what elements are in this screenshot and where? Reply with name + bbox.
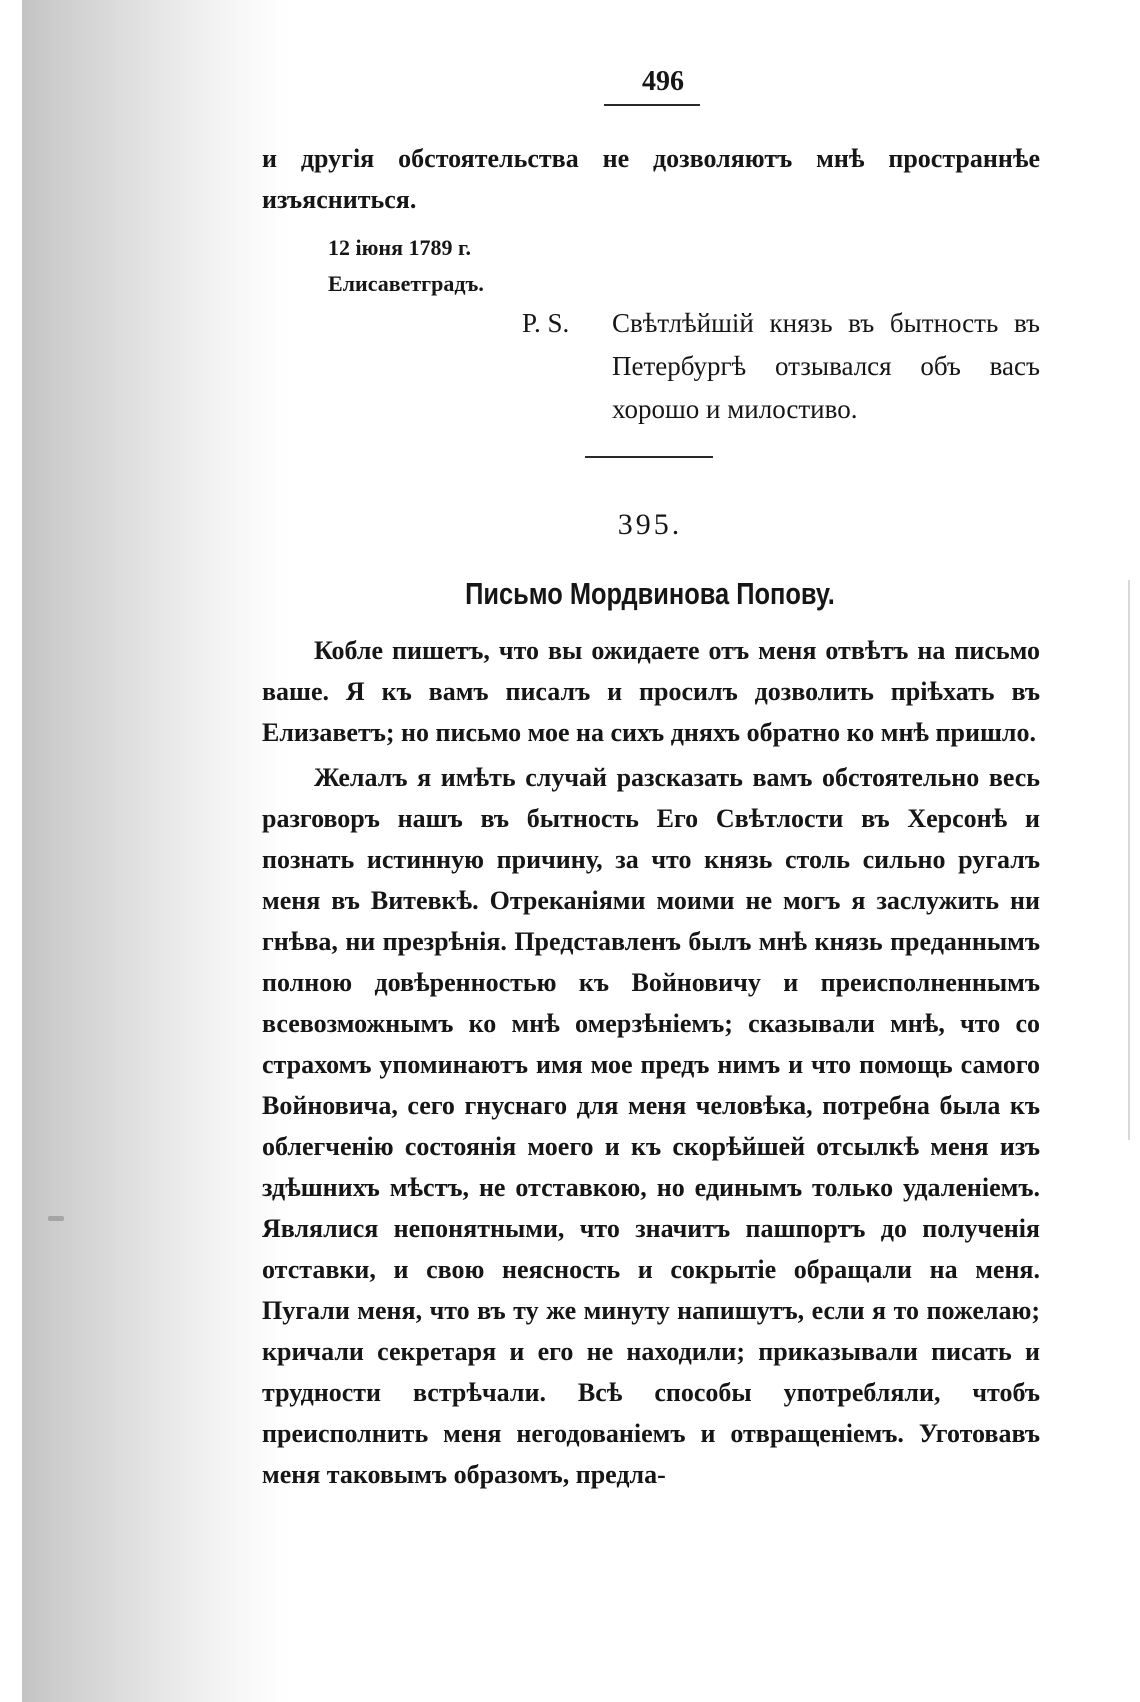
closing-block bbox=[328, 230, 484, 302]
letter-number: 395. bbox=[617, 508, 683, 541]
letter-title: Письмо Мордвинова Попову. bbox=[465, 576, 835, 611]
closing-date: 12 іюня 1789 г. bbox=[328, 235, 472, 260]
body-paragraph: Желалъ я имѣть случай разсказать вамъ обстоятельно весь разговоръ нашъ въ бытность Его Свѣтлости въ Херсонѣ и познать истинную причину, за что князь столь сильно ругалъ меня въ Витевкѣ. Отреканіями моими не могъ я заслужить ни гнѣва, ни презрѣнія. Представленъ былъ мнѣ князь преданнымъ полною довѣренностью къ Войновичу и преисполненнымъ всевозможнымъ ко мнѣ омерзѣніемъ; сказывали мнѣ, что со страхомъ упоминаютъ имя мое предъ нимъ и что помощь самого Войновича, сего гнуснаго для меня человѣка, потребна была къ облегченію состоянія моего и къ скорѣйшей отсылкѣ меня изъ здѣшнихъ мѣстъ, не отставкою, но единымъ только удаленіемъ. Являлися непонятными, что значитъ пашпортъ до полученія отставки, и свою неясность и сокрытіе обращали на меня. Пугали меня, что въ ту же минуту напишутъ, если я то пожелаю; кричали секретаря и его не находили; приказывали писать и трудности встрѣчали. Всѣ способы употребляли, чтобъ преисполнить меня негодованіемъ и отвращеніемъ. Уготовавъ меня таковымъ образомъ, предла- bbox=[262, 763, 1040, 1489]
scan-shadow bbox=[0, 0, 290, 1702]
letter-body bbox=[262, 630, 1040, 1495]
scan-right-rule bbox=[1128, 580, 1130, 1140]
postscript-line: Петербургѣ отзывался объ васъ bbox=[612, 351, 1040, 381]
body-paragraph: Кобле пишетъ, что вы ожидаете отъ меня отвѣтъ на письмо ваше. Я къ вамъ писалъ и просилъ дозволить пріѣхать въ Елизаветъ; но письмо мое на сихъ дняхъ обратно ко мнѣ пришло. bbox=[262, 636, 1040, 747]
continuation-paragraph: и другія обстоятельства не дозволяютъ мнѣ пространнѣе изъясниться. bbox=[262, 144, 1040, 214]
page-number: 496 bbox=[642, 66, 684, 97]
postscript-line: Свѣтлѣйшій князь въ бытность въ bbox=[612, 308, 1040, 338]
postscript-line: хорошо и милостиво. bbox=[612, 394, 858, 424]
scan-mark bbox=[48, 1216, 64, 1221]
closing-place: Елисаветградъ. bbox=[328, 271, 484, 296]
page-number-rule bbox=[604, 104, 700, 106]
postscript-label: P. S. bbox=[522, 308, 570, 338]
postscript-text bbox=[612, 302, 1040, 431]
scan-edge bbox=[0, 0, 22, 1702]
section-separator bbox=[585, 456, 713, 458]
